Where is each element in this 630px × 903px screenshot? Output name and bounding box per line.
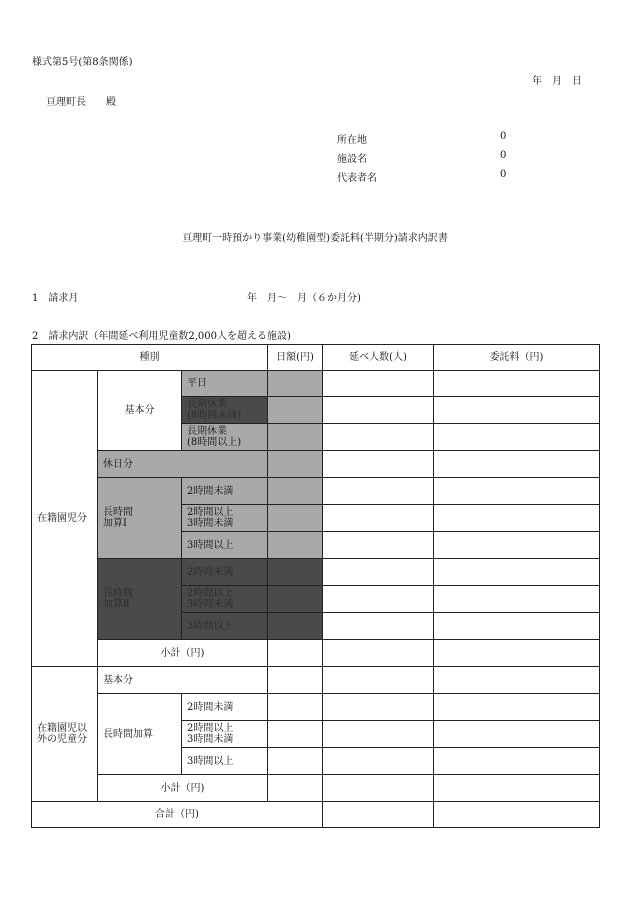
non-enrolled-between-fee[interactable] bbox=[434, 721, 600, 748]
grand-total-fee[interactable] bbox=[434, 802, 600, 828]
non-enrolled-basic-daily[interactable] bbox=[268, 667, 323, 694]
non-enrolled-label: 在籍園児以 外の児童分 bbox=[32, 667, 98, 802]
non-enrolled-between-label: 2時間以上 3時間未満 bbox=[182, 721, 268, 748]
breakdown-table bbox=[31, 344, 600, 828]
non-enrolled-subtotal-daily bbox=[268, 775, 323, 802]
non-enrolled-long-add-label: 長時間加算 bbox=[98, 694, 182, 775]
header-type: 種別 bbox=[32, 345, 268, 371]
enrolled-long-add1-over3-fee[interactable] bbox=[434, 532, 600, 559]
enrolled-long-vacation-under8-daily bbox=[268, 397, 323, 424]
grand-total-count bbox=[323, 802, 434, 828]
enrolled-long-add2-over3-label: 3時間以上 bbox=[182, 613, 268, 640]
grand-total-label: 合計（円) bbox=[32, 802, 323, 828]
enrolled-long-vacation-under8-fee[interactable] bbox=[434, 397, 600, 424]
enrolled-long-add1-label: 長時間 加算Ⅰ bbox=[98, 478, 182, 559]
header-fee: 委託料（円) bbox=[434, 345, 600, 371]
enrolled-long-add2-between-count[interactable] bbox=[323, 586, 434, 613]
enrolled-subtotal-fee[interactable] bbox=[434, 640, 600, 667]
enrolled-long-vacation-over8-label: 長期休業 (8時間以上) bbox=[182, 424, 268, 451]
applicant-representative-label: 代表者名 bbox=[337, 173, 377, 184]
enrolled-long-vacation-under8-count[interactable] bbox=[323, 397, 434, 424]
non-enrolled-under2-label: 2時間未満 bbox=[182, 694, 268, 721]
non-enrolled-over3-label: 3時間以上 bbox=[182, 748, 268, 775]
date-line: 年 月 日 bbox=[532, 76, 582, 87]
enrolled-weekday-daily bbox=[268, 371, 323, 397]
applicant-facility-value: 0 bbox=[500, 150, 507, 161]
non-enrolled-subtotal-fee[interactable] bbox=[434, 775, 600, 802]
enrolled-holiday-fee[interactable] bbox=[434, 451, 600, 478]
enrolled-long-add2-under2-label: 2時間未満 bbox=[182, 559, 268, 586]
enrolled-subtotal-count[interactable] bbox=[323, 640, 434, 667]
non-enrolled-under2-fee[interactable] bbox=[434, 694, 600, 721]
enrolled-long-add1-over3-daily bbox=[268, 532, 323, 559]
enrolled-holiday-label: 休日分 bbox=[98, 451, 268, 478]
enrolled-long-vacation-under8-label: 長期休業 (8時間未満) bbox=[182, 397, 268, 424]
non-enrolled-basic-fee[interactable] bbox=[434, 667, 600, 694]
enrolled-long-add2-between-label: 2時間以上 3時間未満 bbox=[182, 586, 268, 613]
enrolled-long-add1-between-fee[interactable] bbox=[434, 505, 600, 532]
breakdown-label: 2 請求内訳（年間延べ利用児童数2,000人を超える施設) bbox=[32, 331, 291, 342]
enrolled-long-add1-over3-count[interactable] bbox=[323, 532, 434, 559]
enrolled-long-add2-between-daily bbox=[268, 586, 323, 613]
non-enrolled-over3-daily[interactable] bbox=[268, 748, 323, 775]
enrolled-long-add2-under2-count[interactable] bbox=[323, 559, 434, 586]
non-enrolled-subtotal-count[interactable] bbox=[323, 775, 434, 802]
non-enrolled-under2-daily[interactable] bbox=[268, 694, 323, 721]
enrolled-long-add2-over3-fee[interactable] bbox=[434, 613, 600, 640]
enrolled-long-add2-between-fee[interactable] bbox=[434, 586, 600, 613]
enrolled-long-add1-under2-label: 2時間未満 bbox=[182, 478, 268, 505]
enrolled-weekday-count[interactable] bbox=[323, 371, 434, 397]
enrolled-long-add2-label: 長時間 加算Ⅱ bbox=[98, 559, 182, 640]
enrolled-long-add1-over3-label: 3時間以上 bbox=[182, 532, 268, 559]
enrolled-weekday-fee[interactable] bbox=[434, 371, 600, 397]
billing-month-value: 年 月～ 月（６か月分) bbox=[247, 293, 361, 304]
billing-month-label: 1 請求月 bbox=[32, 293, 79, 304]
non-enrolled-over3-count[interactable] bbox=[323, 748, 434, 775]
enrolled-long-add2-under2-daily bbox=[268, 559, 323, 586]
document-title: 亘理町一時預かり事業(幼稚園型)委託料(半期分)請求内訳書 bbox=[182, 233, 448, 244]
enrolled-long-add1-under2-fee[interactable] bbox=[434, 478, 600, 505]
enrolled-long-vacation-over8-fee[interactable] bbox=[434, 424, 600, 451]
applicant-facility-label: 施設名 bbox=[337, 154, 367, 165]
enrolled-subtotal-label: 小計（円) bbox=[98, 640, 268, 667]
enrolled-long-vacation-over8-count[interactable] bbox=[323, 424, 434, 451]
header-total-count: 延べ人数(人) bbox=[323, 345, 434, 371]
non-enrolled-under2-count[interactable] bbox=[323, 694, 434, 721]
non-enrolled-between-daily[interactable] bbox=[268, 721, 323, 748]
enrolled-holiday-count[interactable] bbox=[323, 451, 434, 478]
addressee: 亘理町長 殿 bbox=[46, 97, 116, 108]
header-daily-rate: 日額(円) bbox=[268, 345, 323, 371]
enrolled-long-add2-over3-count[interactable] bbox=[323, 613, 434, 640]
applicant-representative-value: 0 bbox=[500, 169, 507, 180]
applicant-address-label: 所在地 bbox=[337, 135, 367, 146]
enrolled-long-add1-between-daily bbox=[268, 505, 323, 532]
enrolled-label: 在籍園児分 bbox=[32, 371, 98, 667]
enrolled-long-add1-under2-daily bbox=[268, 478, 323, 505]
non-enrolled-over3-fee[interactable] bbox=[434, 748, 600, 775]
enrolled-subtotal-daily bbox=[268, 640, 323, 667]
enrolled-long-add1-between-label: 2時間以上 3時間未満 bbox=[182, 505, 268, 532]
enrolled-basic-label: 基本分 bbox=[98, 371, 182, 451]
non-enrolled-basic-label: 基本分 bbox=[98, 667, 268, 694]
enrolled-holiday-daily bbox=[268, 451, 323, 478]
enrolled-long-add1-under2-count[interactable] bbox=[323, 478, 434, 505]
applicant-address-value: 0 bbox=[500, 131, 507, 142]
enrolled-long-add2-under2-fee[interactable] bbox=[434, 559, 600, 586]
enrolled-long-add2-over3-daily bbox=[268, 613, 323, 640]
enrolled-long-vacation-over8-daily bbox=[268, 424, 323, 451]
enrolled-weekday-label: 平日 bbox=[182, 371, 268, 397]
form-number: 様式第5号(第8条関係) bbox=[32, 57, 133, 68]
non-enrolled-subtotal-label: 小計（円) bbox=[98, 775, 268, 802]
enrolled-long-add1-between-count[interactable] bbox=[323, 505, 434, 532]
non-enrolled-between-count[interactable] bbox=[323, 721, 434, 748]
non-enrolled-basic-count[interactable] bbox=[323, 667, 434, 694]
